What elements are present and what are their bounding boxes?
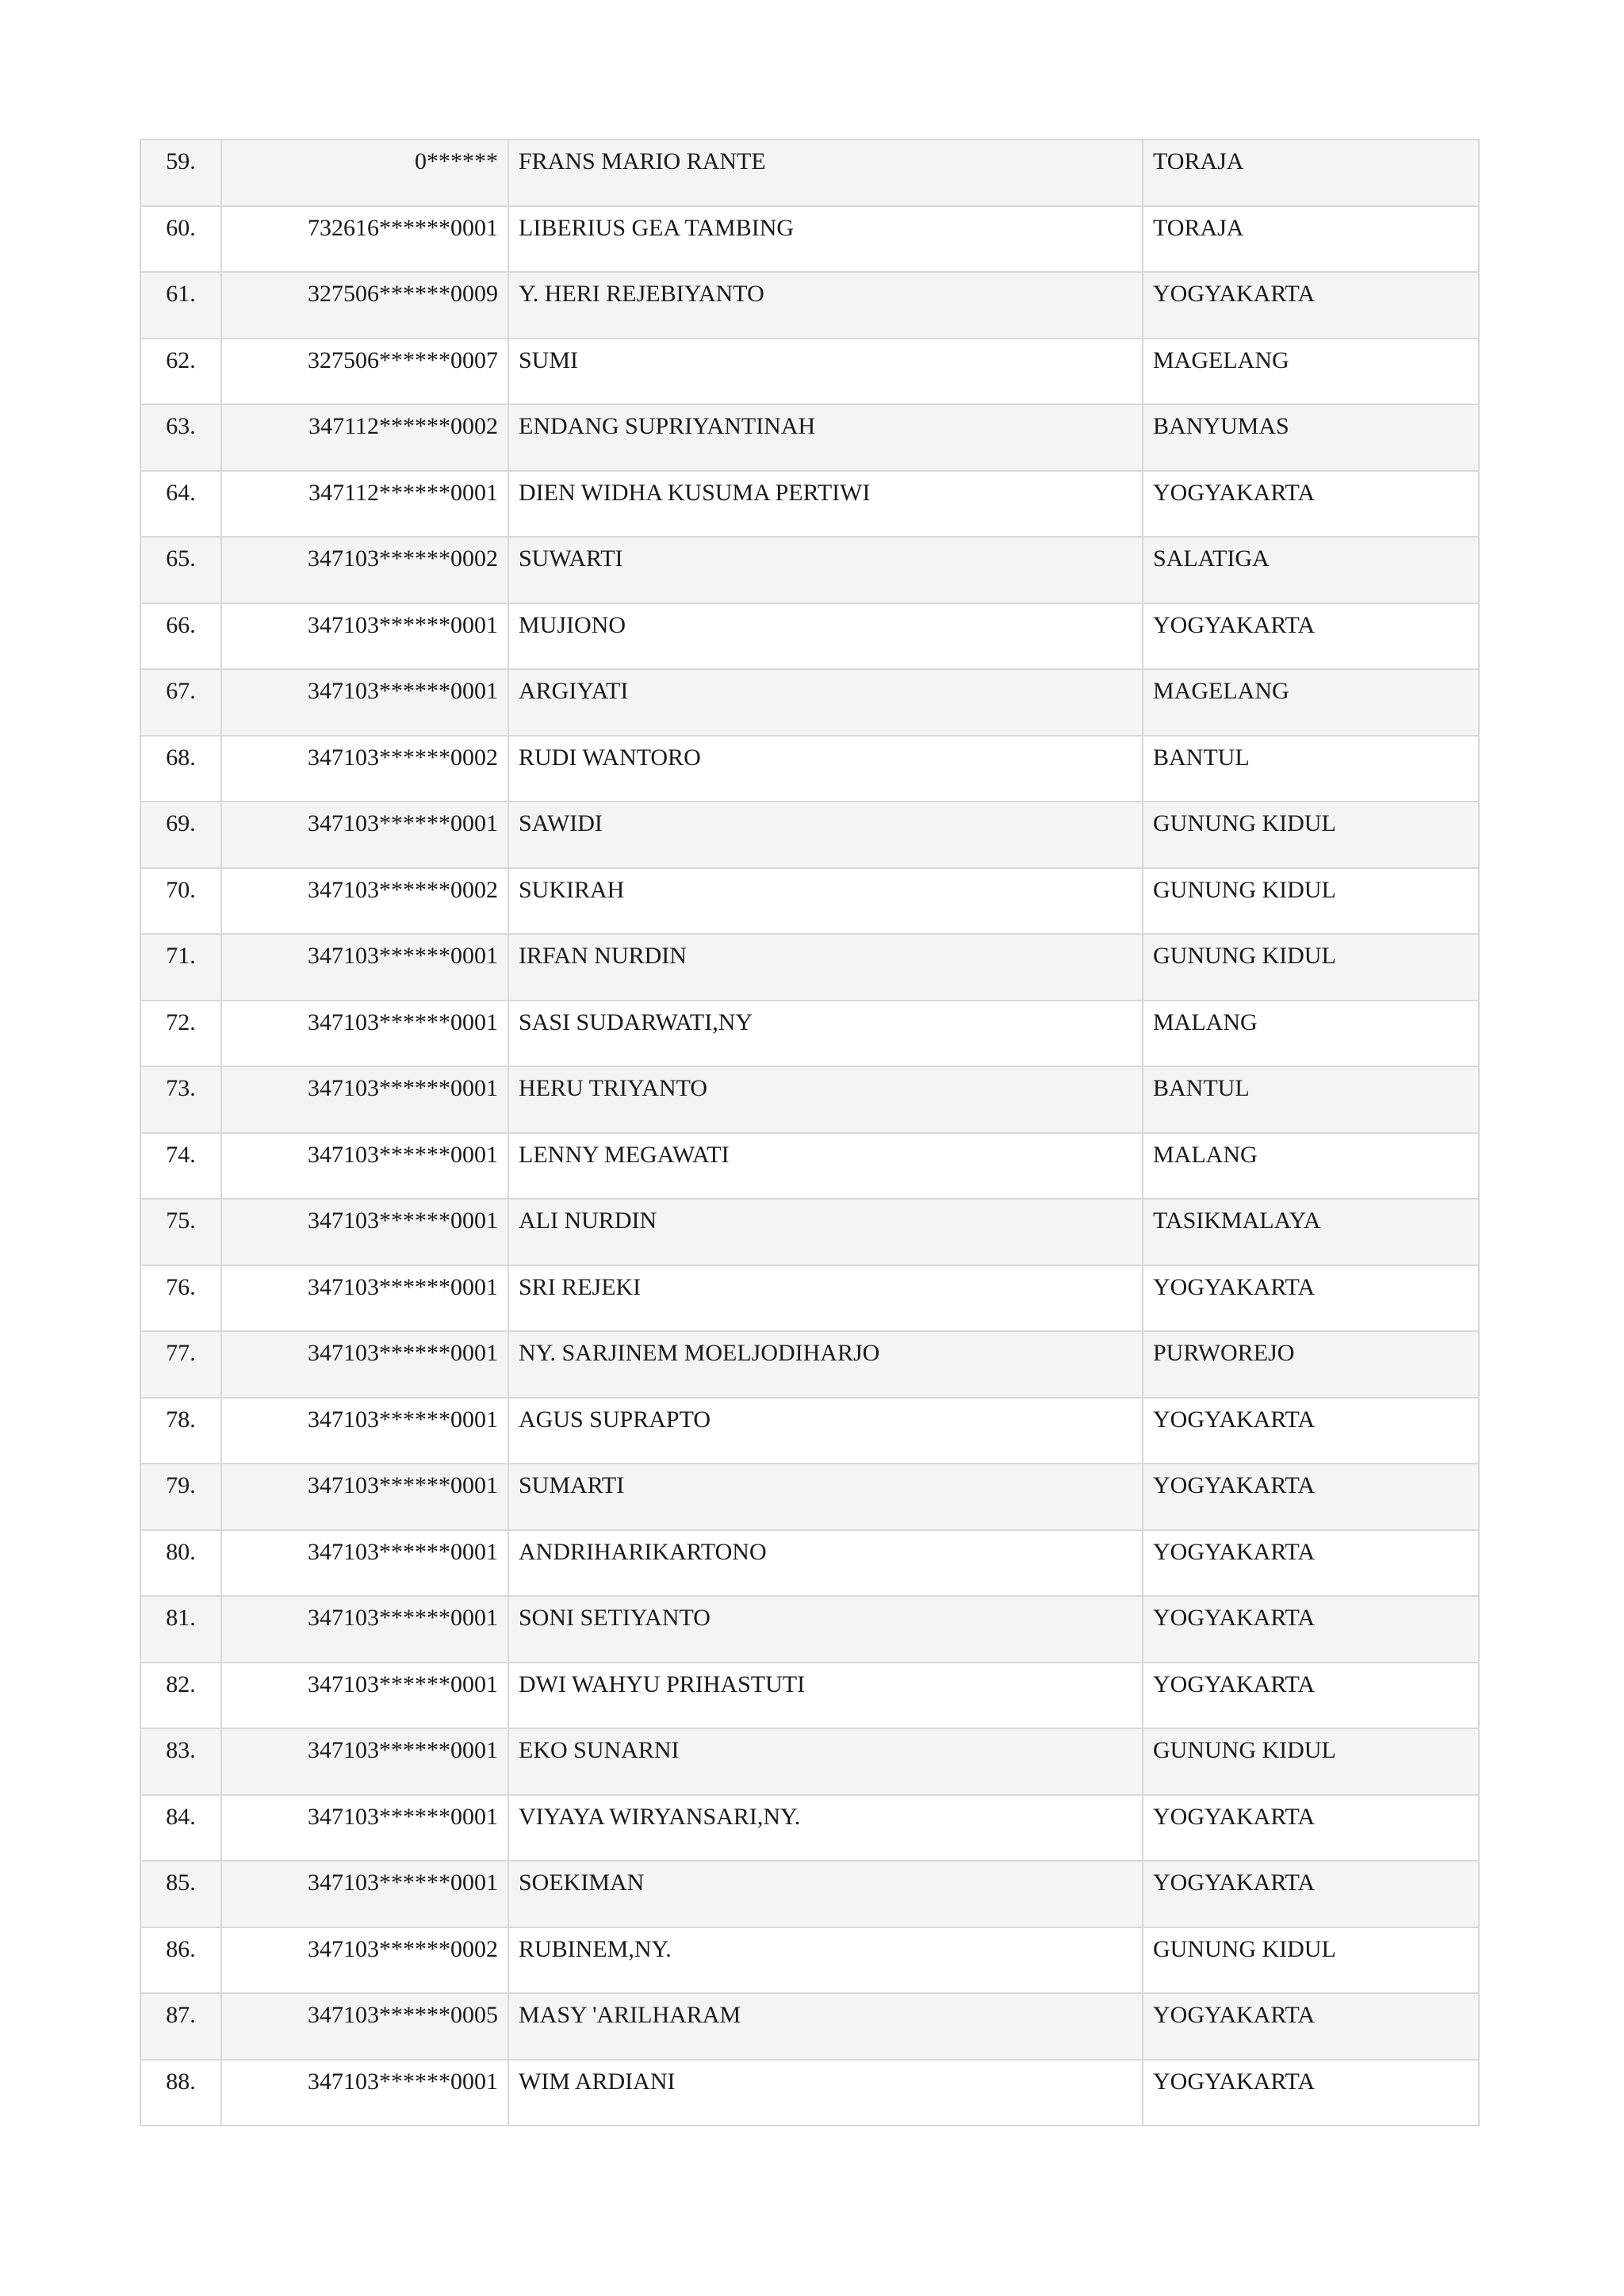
- table-row: [140, 669, 1479, 736]
- name-cell: MUJIONO: [508, 603, 1143, 670]
- nik-cell: 347103******0001: [221, 1861, 508, 1927]
- name-cell: SUKIRAH: [508, 868, 1143, 935]
- table-row: [140, 1795, 1479, 1862]
- city-cell: YOGYAKARTA: [1143, 1795, 1479, 1862]
- table-row: [140, 736, 1479, 802]
- name-cell: SONI SETIYANTO: [508, 1596, 1143, 1663]
- table-row: [140, 1728, 1479, 1795]
- row-number-cell: 72.: [140, 1001, 221, 1067]
- row-number-cell: 70.: [140, 868, 221, 935]
- nik-cell: 347103******0001: [221, 1001, 508, 1067]
- table-row: [140, 1861, 1479, 1927]
- table-row: [140, 272, 1479, 339]
- name-cell: LENNY MEGAWATI: [508, 1133, 1143, 1200]
- city-cell: YOGYAKARTA: [1143, 1663, 1479, 1729]
- row-number-cell: 68.: [140, 736, 221, 802]
- name-cell: SUMI: [508, 339, 1143, 405]
- row-number-cell: 82.: [140, 1663, 221, 1729]
- nik-cell: 347112******0002: [221, 404, 508, 471]
- name-cell: DIEN WIDHA KUSUMA PERTIWI: [508, 471, 1143, 538]
- name-cell: Y. HERI REJEBIYANTO: [508, 272, 1143, 339]
- row-number-cell: 67.: [140, 669, 221, 736]
- row-number-cell: 64.: [140, 471, 221, 538]
- city-cell: MAGELANG: [1143, 669, 1479, 736]
- name-cell: ANDRIHARIKARTONO: [508, 1530, 1143, 1597]
- name-cell: MASY 'ARILHARAM: [508, 1993, 1143, 2060]
- name-cell: NY. SARJINEM MOELJODIHARJO: [508, 1331, 1143, 1398]
- city-cell: GUNUNG KIDUL: [1143, 802, 1479, 868]
- nik-cell: 347103******0001: [221, 669, 508, 736]
- name-cell: AGUS SUPRAPTO: [508, 1398, 1143, 1464]
- name-cell: SRI REJEKI: [508, 1265, 1143, 1332]
- table-row: [140, 1464, 1479, 1530]
- nik-cell: 347103******0001: [221, 1596, 508, 1663]
- row-number-cell: 66.: [140, 603, 221, 670]
- city-cell: MAGELANG: [1143, 339, 1479, 405]
- row-number-cell: 63.: [140, 404, 221, 471]
- table-row: [140, 1993, 1479, 2060]
- nik-cell: 327506******0007: [221, 339, 508, 405]
- name-cell: SOEKIMAN: [508, 1861, 1143, 1927]
- table-row: [140, 206, 1479, 273]
- city-cell: YOGYAKARTA: [1143, 471, 1479, 538]
- city-cell: YOGYAKARTA: [1143, 1993, 1479, 2060]
- row-number-cell: 62.: [140, 339, 221, 405]
- nik-cell: 347103******0001: [221, 1265, 508, 1332]
- city-cell: TASIKMALAYA: [1143, 1199, 1479, 1265]
- city-cell: YOGYAKARTA: [1143, 272, 1479, 339]
- row-number-cell: 81.: [140, 1596, 221, 1663]
- city-cell: MALANG: [1143, 1133, 1479, 1200]
- city-cell: YOGYAKARTA: [1143, 1861, 1479, 1927]
- name-cell: LIBERIUS GEA TAMBING: [508, 206, 1143, 273]
- name-cell: SASI SUDARWATI,NY: [508, 1001, 1143, 1067]
- city-cell: GUNUNG KIDUL: [1143, 934, 1479, 1001]
- table-row: [140, 934, 1479, 1001]
- city-cell: BANYUMAS: [1143, 404, 1479, 471]
- row-number-cell: 71.: [140, 934, 221, 1001]
- table-row: [140, 1199, 1479, 1265]
- nik-cell: 347103******0001: [221, 1066, 508, 1133]
- row-number-cell: 77.: [140, 1331, 221, 1398]
- nik-cell: 347103******0005: [221, 1993, 508, 2060]
- nik-cell: 347103******0001: [221, 934, 508, 1001]
- data-table: [140, 139, 1480, 2126]
- table-row: [140, 603, 1479, 670]
- row-number-cell: 61.: [140, 272, 221, 339]
- table-row: [140, 140, 1479, 206]
- nik-cell: 347103******0001: [221, 1530, 508, 1597]
- table-row: [140, 1530, 1479, 1597]
- city-cell: SALATIGA: [1143, 537, 1479, 603]
- nik-cell: 347103******0001: [221, 1331, 508, 1398]
- row-number-cell: 78.: [140, 1398, 221, 1464]
- table-row: [140, 1927, 1479, 1994]
- row-number-cell: 74.: [140, 1133, 221, 1200]
- city-cell: BANTUL: [1143, 1066, 1479, 1133]
- name-cell: WIM ARDIANI: [508, 2060, 1143, 2126]
- city-cell: TORAJA: [1143, 206, 1479, 273]
- row-number-cell: 60.: [140, 206, 221, 273]
- table-row: [140, 2060, 1479, 2126]
- table-row: [140, 1265, 1479, 1332]
- table-row: [140, 537, 1479, 603]
- name-cell: ENDANG SUPRIYANTINAH: [508, 404, 1143, 471]
- row-number-cell: 87.: [140, 1993, 221, 2060]
- nik-cell: 347103******0001: [221, 1398, 508, 1464]
- nik-cell: 347103******0002: [221, 736, 508, 802]
- table-body: [140, 140, 1479, 2126]
- row-number-cell: 75.: [140, 1199, 221, 1265]
- nik-cell: 347103******0001: [221, 1663, 508, 1729]
- table-row: [140, 1398, 1479, 1464]
- row-number-cell: 69.: [140, 802, 221, 868]
- city-cell: YOGYAKARTA: [1143, 1530, 1479, 1597]
- table-row: [140, 1596, 1479, 1663]
- row-number-cell: 84.: [140, 1795, 221, 1862]
- name-cell: VIYAYA WIRYANSARI,NY.: [508, 1795, 1143, 1862]
- city-cell: YOGYAKARTA: [1143, 2060, 1479, 2126]
- nik-cell: 347103******0001: [221, 1795, 508, 1862]
- table-row: [140, 1001, 1479, 1067]
- row-number-cell: 86.: [140, 1927, 221, 1994]
- nik-cell: 347103******0002: [221, 868, 508, 935]
- row-number-cell: 88.: [140, 2060, 221, 2126]
- name-cell: ARGIYATI: [508, 669, 1143, 736]
- city-cell: GUNUNG KIDUL: [1143, 1728, 1479, 1795]
- name-cell: SAWIDI: [508, 802, 1143, 868]
- city-cell: YOGYAKARTA: [1143, 1398, 1479, 1464]
- table-row: [140, 471, 1479, 538]
- table-row: [140, 339, 1479, 405]
- name-cell: IRFAN NURDIN: [508, 934, 1143, 1001]
- name-cell: HERU TRIYANTO: [508, 1066, 1143, 1133]
- table-row: [140, 1331, 1479, 1398]
- table-row: [140, 802, 1479, 868]
- table-row: [140, 404, 1479, 471]
- nik-cell: 347103******0002: [221, 537, 508, 603]
- name-cell: DWI WAHYU PRIHASTUTI: [508, 1663, 1143, 1729]
- nik-cell: 347112******0001: [221, 471, 508, 538]
- row-number-cell: 85.: [140, 1861, 221, 1927]
- city-cell: GUNUNG KIDUL: [1143, 868, 1479, 935]
- city-cell: GUNUNG KIDUL: [1143, 1927, 1479, 1994]
- city-cell: YOGYAKARTA: [1143, 603, 1479, 670]
- nik-cell: 327506******0009: [221, 272, 508, 339]
- table-row: [140, 1133, 1479, 1200]
- nik-cell: 347103******0001: [221, 802, 508, 868]
- nik-cell: 347103******0001: [221, 1464, 508, 1530]
- city-cell: PURWOREJO: [1143, 1331, 1479, 1398]
- nik-cell: 347103******0001: [221, 1728, 508, 1795]
- city-cell: BANTUL: [1143, 736, 1479, 802]
- table-row: [140, 1066, 1479, 1133]
- table-row: [140, 1663, 1479, 1729]
- row-number-cell: 79.: [140, 1464, 221, 1530]
- name-cell: SUWARTI: [508, 537, 1143, 603]
- nik-cell: 347103******0001: [221, 2060, 508, 2126]
- name-cell: FRANS MARIO RANTE: [508, 140, 1143, 206]
- nik-cell: 0******: [221, 140, 508, 206]
- nik-cell: 732616******0001: [221, 206, 508, 273]
- city-cell: YOGYAKARTA: [1143, 1596, 1479, 1663]
- name-cell: RUDI WANTORO: [508, 736, 1143, 802]
- data-table-container: [140, 139, 1478, 2126]
- city-cell: MALANG: [1143, 1001, 1479, 1067]
- nik-cell: 347103******0001: [221, 603, 508, 670]
- name-cell: ALI NURDIN: [508, 1199, 1143, 1265]
- row-number-cell: 83.: [140, 1728, 221, 1795]
- name-cell: SUMARTI: [508, 1464, 1143, 1530]
- nik-cell: 347103******0001: [221, 1133, 508, 1200]
- nik-cell: 347103******0002: [221, 1927, 508, 1994]
- name-cell: EKO SUNARNI: [508, 1728, 1143, 1795]
- row-number-cell: 59.: [140, 140, 221, 206]
- city-cell: YOGYAKARTA: [1143, 1464, 1479, 1530]
- row-number-cell: 65.: [140, 537, 221, 603]
- table-row: [140, 868, 1479, 935]
- name-cell: RUBINEM,NY.: [508, 1927, 1143, 1994]
- row-number-cell: 76.: [140, 1265, 221, 1332]
- city-cell: TORAJA: [1143, 140, 1479, 206]
- row-number-cell: 80.: [140, 1530, 221, 1597]
- city-cell: YOGYAKARTA: [1143, 1265, 1479, 1332]
- row-number-cell: 73.: [140, 1066, 221, 1133]
- nik-cell: 347103******0001: [221, 1199, 508, 1265]
